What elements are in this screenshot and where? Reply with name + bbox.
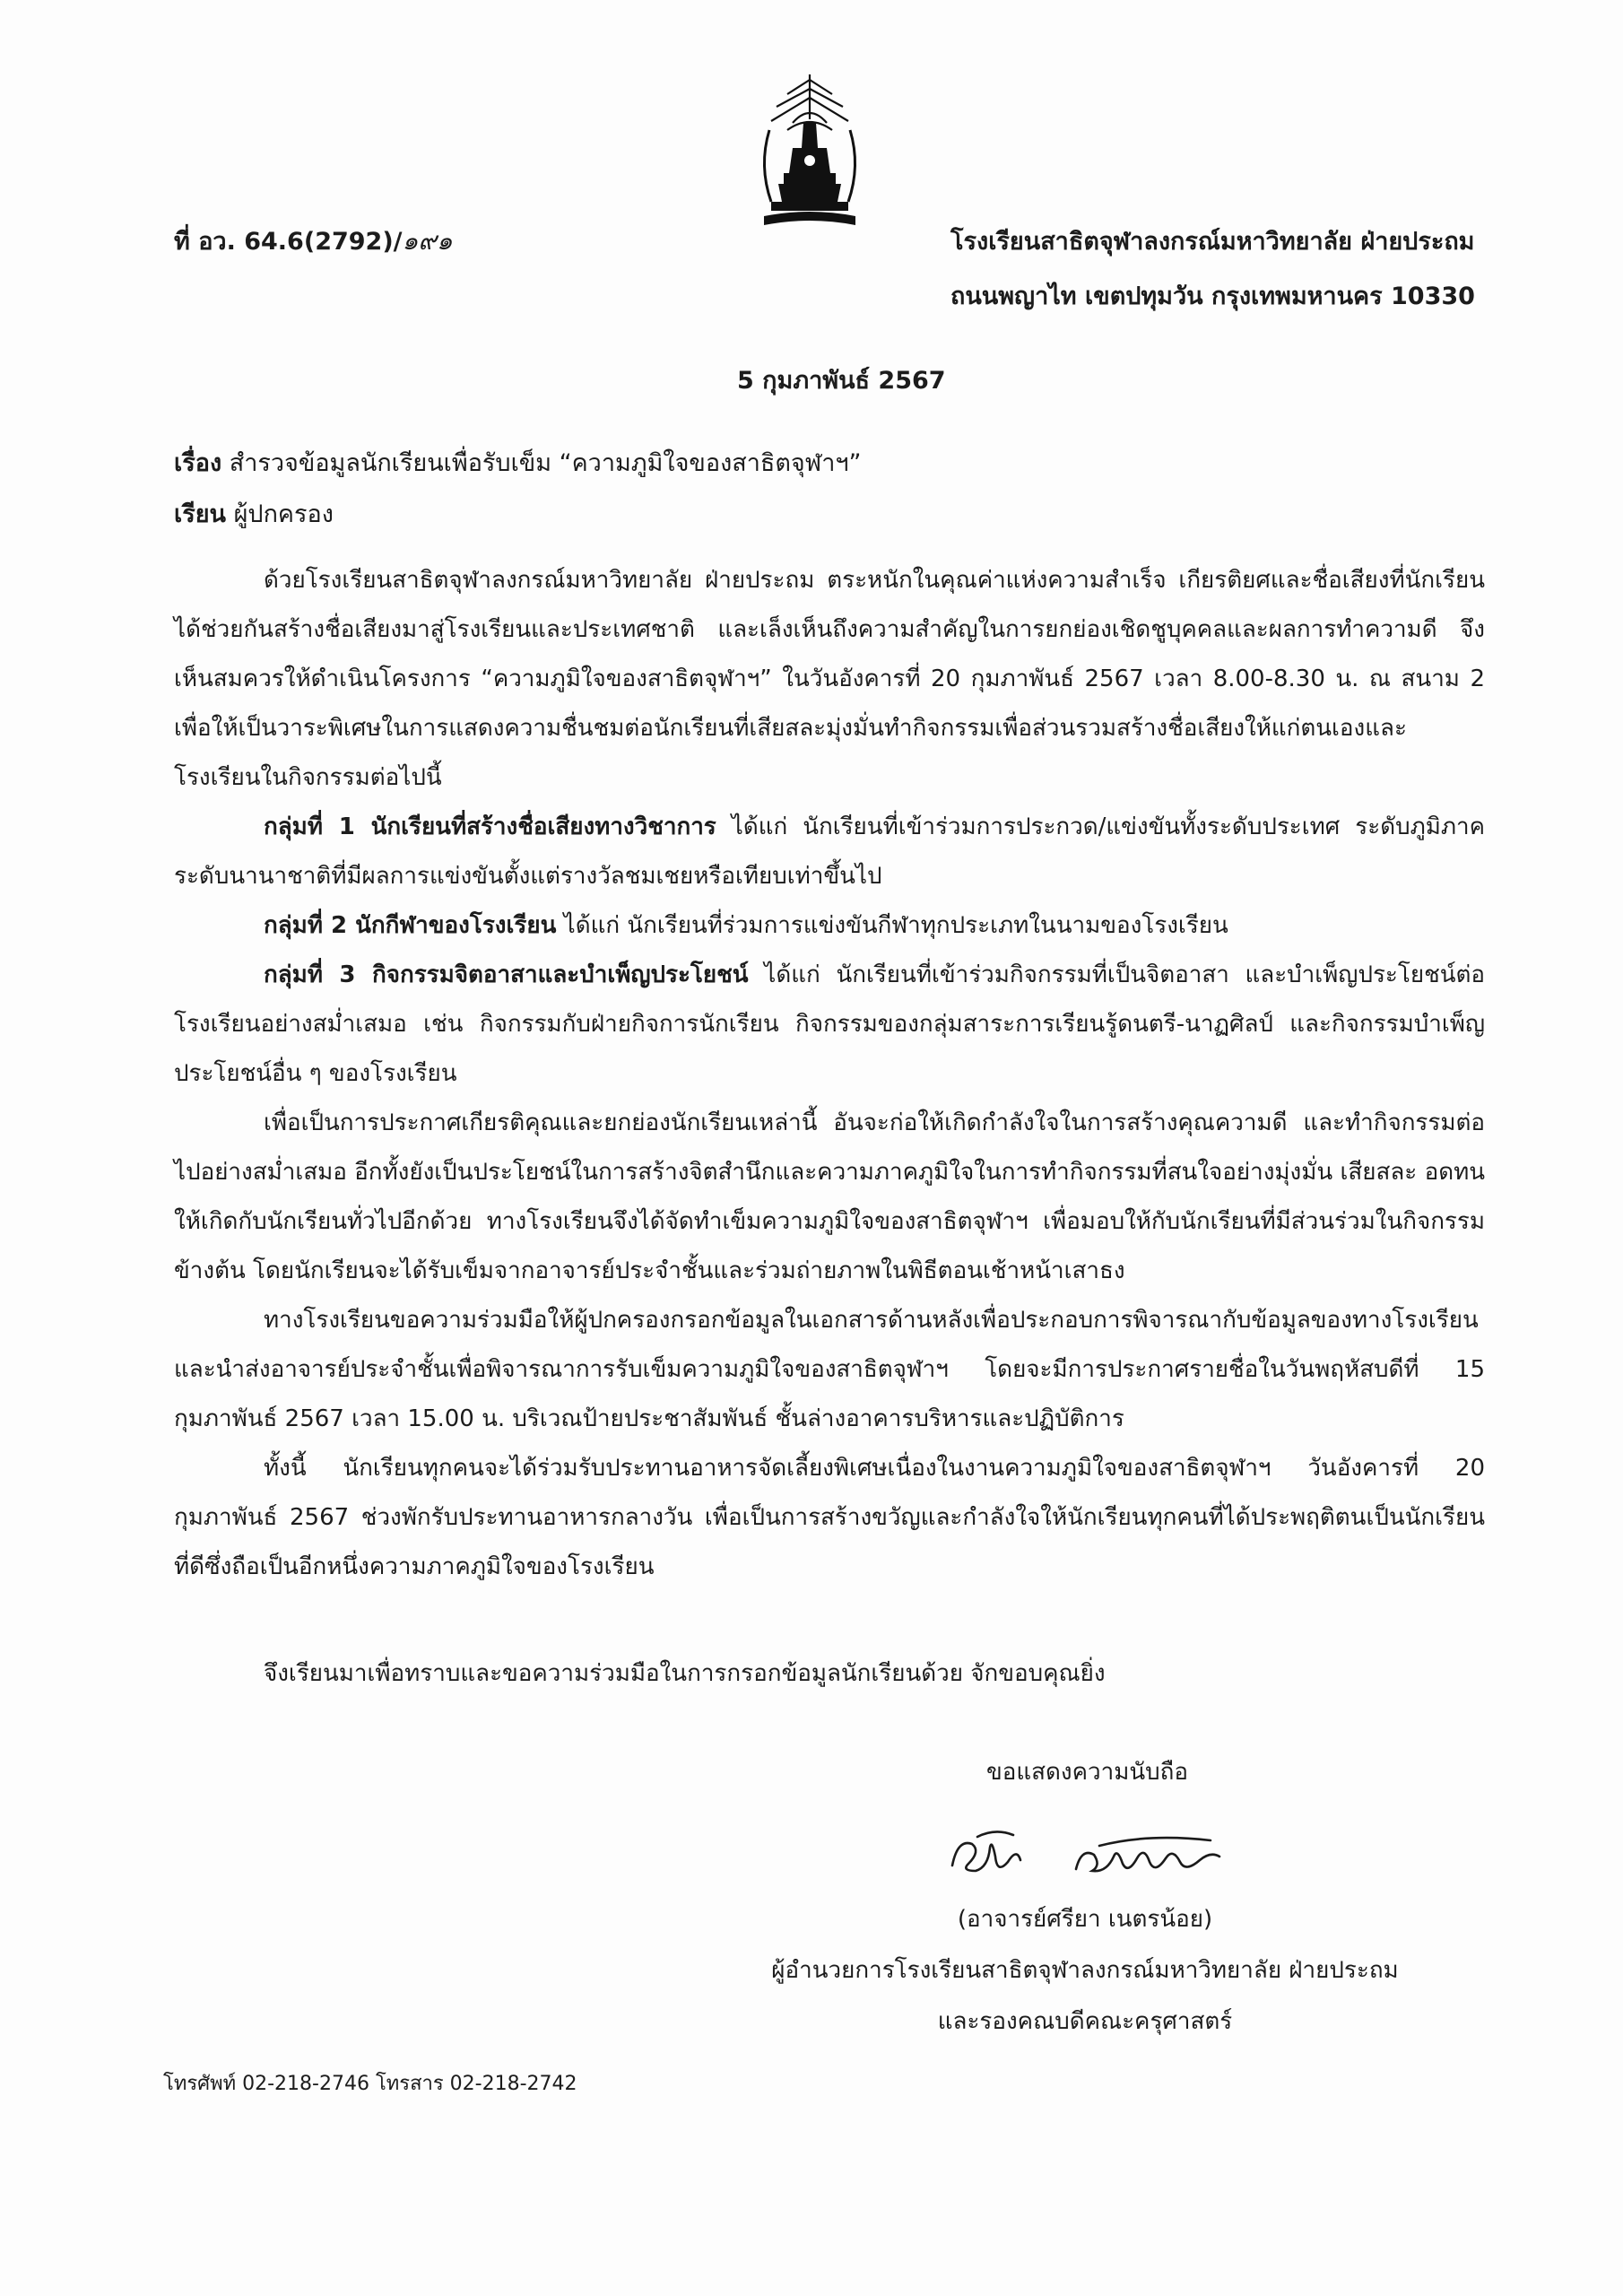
- chula-phra-kiao-seal-icon: [751, 67, 868, 247]
- body-paragraph: ด้วยโรงเรียนสาธิตจุฬาลงกรณ์มหาวิทยาลัย ฝ่ายประถม ตระหนักในคุณค่าแห่งความสำเร็จ เกียรติยศและชื่อเสียงที่นักเรียนได้ช่วยกันสร้างชื่อเสียงมาสู่โรงเรียนและประเทศชาติ และเล็งเห็นถึงความสำคัญในการยกย่องเชิดชูบุคคลและผลการทำความดี จึงเห็นสมควรให้ดำเนินโครงการ “ความภูมิใจของสาธิตจุฬาฯ” ในวันอังคารที่ 20 กุมภาพันธ์ 2567 เวลา 8.00-8.30 น. ณ สนาม 2 เพื่อให้เป็นวาระพิเศษในการแสดงความชื่นชมต่อนักเรียนที่เสียสละมุ่งมั่นทำกิจกรรมเพื่อส่วนรวมสร้างชื่อเสียงให้แก่ตนเองและโรงเรียนในกิจกรรมต่อไปนี้: [174, 567, 1485, 791]
- recipient-label: เรียน: [174, 500, 227, 528]
- letter-date: 5 กุมภาพันธ์ 2567: [737, 367, 946, 395]
- closing-sentence: จึงเรียนมาเพื่อทราบและขอความร่วมมือในการกรอกข้อมูลนักเรียนด้วย จักขอบคุณยิ่ง: [264, 1660, 1106, 1687]
- school-name: โรงเรียนสาธิตจุฬาลงกรณ์มหาวิทยาลัย ฝ่ายประถม: [950, 228, 1475, 256]
- subject-line: [174, 443, 862, 482]
- subject-text: สำรวจข้อมูลนักเรียนเพื่อรับเข็ม “ความภูมิใจของสาธิตจุฬาฯ”: [229, 449, 862, 477]
- reference-handwritten: ๑๙๑: [402, 226, 453, 256]
- reference-number: [174, 222, 453, 261]
- signer-block: [681, 1894, 1488, 2048]
- body-paragraph: ทั้งนี้ นักเรียนทุกคนจะได้ร่วมรับประทานอาหารจัดเลี้ยงพิเศษเนื่องในงานความภูมิใจของสาธิตจุฬาฯ วันอังคารที่ 20 กุมภาพันธ์ 2567 ช่วงพักรับประทานอาหารกลางวัน เพื่อเป็นการสร้างขวัญและกำลังใจให้นักเรียนทุกคนที่ได้ประพฤติตนเป็นนักเรียนที่ดีซึ่งถือเป็นอีกหนึ่งความภาคภูมิใจของโรงเรียน: [174, 1455, 1485, 1580]
- signer-position: ผู้อำนวยการโรงเรียนสาธิตจุฬาลงกรณ์มหาวิทยาลัย ฝ่ายประถม: [771, 1957, 1399, 1984]
- reference-prefix: ที่ อว. 64.6(2792)/: [174, 228, 403, 256]
- handwritten-signature: [942, 1821, 1237, 1892]
- group-3-title: กลุ่มที่ 3 กิจกรรมจิตอาสาและบำเพ็ญประโยชน์: [264, 961, 749, 988]
- signer-position-secondary: และรองคณบดีคณะครุศาสตร์: [937, 2008, 1233, 2035]
- subject-label: เรื่อง: [174, 449, 222, 477]
- signer-name: (อาจารย์ศรียา เนตรน้อย): [957, 1906, 1213, 1933]
- body-paragraph: ทางโรงเรียนขอความร่วมมือให้ผู้ปกครองกรอกข้อมูลในเอกสารด้านหลังเพื่อประกอบการพิจารณากับข้อมูลของทางโรงเรียนและนำส่งอาจารย์ประจำชั้นเพื่อพิจารณาการรับเข็มความภูมิใจของสาธิตจุฬาฯ โดยจะมีการประกาศรายชื่อในวันพฤหัสบดีที่ 15 กุมภาพันธ์ 2567 เวลา 15.00 น. บริเวณป้ายประชาสัมพันธ์ ชั้นล่างอาคารบริหารและปฏิบัติการ: [174, 1307, 1485, 1432]
- regards: ขอแสดงความนับถือ: [986, 1759, 1188, 1786]
- letter-body: [174, 556, 1485, 1592]
- group-2-paragraph: [174, 901, 1485, 951]
- group-2-title: กลุ่มที่ 2 นักกีฬาของโรงเรียน: [264, 912, 557, 939]
- body-paragraph: เพื่อเป็นการประกาศเกียรติคุณและยกย่องนักเรียนเหล่านี้ อันจะก่อให้เกิดกำลังใจในการสร้างคุณความดี และทำกิจกรรมต่อไปอย่างสม่ำเสมอ อีกทั้งยังเป็นประโยชน์ในการสร้างจิตสำนึกและความภาคภูมิใจในการทำกิจกรรมที่สนใจอย่างมุ่งมั่น เสียสละ อดทนให้เกิดกับนักเรียนทั่วไปอีกด้วย ทางโรงเรียนจึงได้จัดทำเข็มความภูมิใจของสาธิตจุฬาฯ เพื่อมอบให้กับนักเรียนที่มีส่วนร่วมในกิจกรรมข้างต้น โดยนักเรียนจะได้รับเข็มจากอาจารย์ประจำชั้นและร่วมถ่ายภาพในพิธีตอนเช้าหน้าเสาธง: [174, 1109, 1485, 1284]
- group-3-text: ได้แก่ นักเรียนที่เข้าร่วมกิจกรรมที่เป็นจิตอาสา และบำเพ็ญประโยชน์ต่อโรงเรียนอย่างสม่ำเสมอ เช่น กิจกรรมกับฝ่ายกิจการนักเรียน กิจกรรมของกลุ่มสาระการเรียนรู้ดนตรี-นาฏศิลป์ และกิจกรรมบำเพ็ญประโยชน์อื่น ๆ ของโรงเรียน: [174, 961, 1485, 1087]
- group-1-text: ได้แก่ นักเรียนที่เข้าร่วมการประกวด/แข่งขันทั้งระดับประเทศ ระดับภูมิภาค ระดับนานาชาติที่มีผลการแข่งขันตั้งแต่รางวัลชมเชยหรือเทียบเท่าขึ้นไป: [174, 813, 1485, 890]
- school-address: ถนนพญาไท เขตปทุมวัน กรุงเทพมหานคร 10330: [950, 283, 1475, 310]
- contact-footer: โทรศัพท์ 02-218-2746 โทรสาร 02-218-2742: [163, 2073, 577, 2095]
- recipient-line: [174, 494, 334, 533]
- group-1-paragraph: [174, 803, 1485, 901]
- group-2-text: ได้แก่ นักเรียนที่ร่วมการแข่งขันกีฬาทุกประเภทในนามของโรงเรียน: [556, 912, 1228, 939]
- group-1-title: กลุ่มที่ 1 นักเรียนที่สร้างชื่อเสียงทางวิชาการ: [264, 813, 716, 840]
- group-3-paragraph: [174, 951, 1485, 1099]
- recipient-text: ผู้ปกครอง: [233, 500, 334, 528]
